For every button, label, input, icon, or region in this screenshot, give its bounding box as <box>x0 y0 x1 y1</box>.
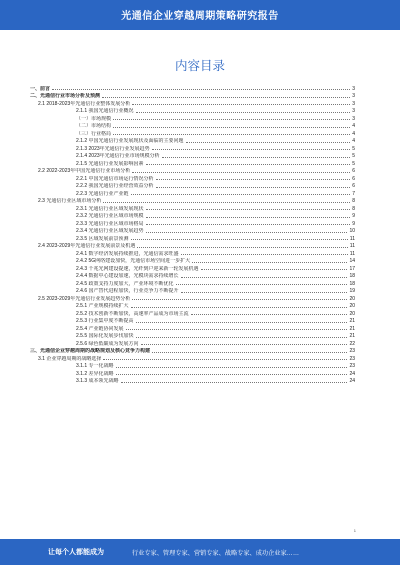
toc-entry-page: 9 <box>352 213 355 219</box>
toc-entry[interactable] <box>30 264 355 272</box>
dot-leader <box>136 112 351 113</box>
dot-leader <box>176 284 348 285</box>
toc-entry[interactable] <box>30 174 355 182</box>
toc-entry-label: 3.1.2 差异化战略 <box>76 370 114 377</box>
toc-entry-label: 2.3 光通信行业区域市场分析 <box>38 198 102 204</box>
dot-leader <box>181 292 348 293</box>
toc-entry-page: 10 <box>349 228 355 234</box>
toc-entry-page: 5 <box>352 160 355 167</box>
toc-entry[interactable] <box>30 324 355 332</box>
toc-entry-page: 8 <box>352 198 355 204</box>
dot-leader <box>156 179 351 180</box>
dot-leader <box>132 299 347 300</box>
dot-leader <box>141 344 348 345</box>
toc-entry-page: 24 <box>349 378 355 384</box>
dot-leader <box>162 157 351 158</box>
toc-entry-page: 21 <box>349 333 355 339</box>
toc-entry[interactable] <box>30 129 355 137</box>
toc-entry-label: 2.5 2023-2029年光通信行业发展趋势分析 <box>38 295 131 302</box>
toc-entry-page: 4 <box>352 130 355 137</box>
toc-entry-label: 2.4.6 国产替代进程加快，行业竞争力不断提升 <box>76 288 179 294</box>
dot-leader <box>113 134 350 135</box>
toc-entry-page: 6 <box>352 175 355 182</box>
toc-entry[interactable] <box>30 204 355 212</box>
toc-entry[interactable] <box>30 302 355 310</box>
toc-entry-page: 4 <box>352 138 355 144</box>
toc-entry-label: 2.2.3 光通信行业产业链 <box>76 190 129 197</box>
toc-entry-page: 5 <box>352 145 355 152</box>
toc-entry[interactable] <box>30 242 355 250</box>
toc-entry-page: 3 <box>352 100 355 107</box>
toc-entry[interactable] <box>30 369 355 377</box>
dot-leader <box>113 127 350 128</box>
toc-entry[interactable] <box>30 92 355 100</box>
toc-entry-page: 7 <box>352 190 355 197</box>
dot-leader <box>152 352 347 353</box>
toc-entry[interactable] <box>30 287 355 295</box>
toc-entry-page: 11 <box>349 235 355 242</box>
toc-entry-page: 19 <box>349 288 355 294</box>
toc-entry-page: 24 <box>349 370 355 377</box>
toc-entry-page: 5 <box>352 153 355 159</box>
toc-entry-label: 2.4.3 千兆光网建设提速，光纤到户迎来新一轮发展机遇 <box>76 265 199 272</box>
toc-entry[interactable] <box>30 167 355 175</box>
toc-entry[interactable] <box>30 122 355 130</box>
table-of-contents <box>30 84 355 384</box>
toc-entry-page: 3 <box>352 108 355 114</box>
bottom-banner <box>0 539 400 565</box>
toc-entry-label: 2.1 2018-2023年光通信行业整体发展分析 <box>38 100 131 107</box>
toc-entry-page: 4 <box>352 123 355 129</box>
toc-entry[interactable] <box>30 144 355 152</box>
toc-entry[interactable] <box>30 249 355 257</box>
toc-entry[interactable] <box>30 332 355 340</box>
dot-leader <box>131 239 348 240</box>
toc-entry-page: 21 <box>349 318 355 324</box>
toc-entry[interactable] <box>30 234 355 242</box>
toc-entry-label: 2.5.1 产业规模持续扩大 <box>76 303 129 309</box>
toc-entry[interactable] <box>30 99 355 107</box>
dot-leader <box>113 119 350 120</box>
dot-leader <box>103 202 350 203</box>
toc-entry-label: 2.1.1 我国光通信行业概况 <box>76 108 134 114</box>
toc-entry-label: 3.1.3 成本领先战略 <box>76 378 119 384</box>
toc-entry-label: 2.1.3 2023年光通信行业发展趋势 <box>76 145 150 152</box>
toc-heading: 内容目录 <box>174 59 225 73</box>
toc-entry-label: 二、光通信行业市场分析及预测 <box>30 93 101 99</box>
top-banner <box>0 0 400 30</box>
dot-leader <box>201 269 348 270</box>
toc-entry[interactable] <box>30 354 355 362</box>
toc-entry[interactable] <box>30 182 355 190</box>
toc-entry-label: 2.2.1 中国光通信市场运行情况分析 <box>76 175 154 182</box>
dot-leader <box>146 217 351 218</box>
toc-entry-label: 2.1.5 光通信行业发展影响因素 <box>76 160 144 167</box>
toc-entry[interactable] <box>30 137 355 145</box>
page-number: 1 <box>353 528 356 533</box>
toc-entry-page: 3 <box>352 93 355 99</box>
dot-leader <box>116 374 348 375</box>
toc-entry-page: 8 <box>352 205 355 212</box>
toc-entry-label: 2.3.3 光通信行业区域市场格局 <box>76 220 144 227</box>
toc-entry-page: 20 <box>349 310 355 317</box>
dot-leader <box>121 382 348 383</box>
toc-entry-label: （二）市场结构 <box>76 123 112 129</box>
toc-entry-page: 20 <box>349 303 355 309</box>
toc-entry[interactable] <box>30 257 355 265</box>
toc-entry-label: 2.5.4 产业链协同发展 <box>76 325 124 332</box>
toc-entry[interactable] <box>30 227 355 235</box>
dot-leader <box>126 329 348 330</box>
toc-entry-page: 11 <box>349 243 355 249</box>
toc-entry-label: 三、光通信企业穿越周期的战略规划及核心竞争力构建 <box>30 348 151 354</box>
dot-leader <box>191 314 348 315</box>
toc-entry-label: 2.4.5 政策支持力度加大，产业环境不断优化 <box>76 280 174 287</box>
toc-entry[interactable] <box>30 107 355 115</box>
toc-entry[interactable] <box>30 212 355 220</box>
toc-entry-label: 2.4.2 5G网络建设加快，光通信市场空间进一步扩大 <box>76 258 191 264</box>
toc-entry-label: 2.4.4 数据中心建设加速，光模块需求持续增长 <box>76 273 179 279</box>
toc-entry-page: 9 <box>352 220 355 227</box>
toc-entry[interactable] <box>30 84 355 92</box>
toc-entry-page: 14 <box>349 258 355 264</box>
dot-leader <box>131 194 351 195</box>
toc-entry-label: 2.3.2 光通信行业区域市场规模 <box>76 213 144 219</box>
toc-entry-label: 一、前言 <box>30 85 51 92</box>
toc-entry-page: 23 <box>349 363 355 369</box>
toc-entry-page: 6 <box>352 183 355 189</box>
toc-entry-label: 2.1.4 2023年光通信行业市场规模分析 <box>76 153 160 159</box>
toc-entry-label: 3.1.1 专一化战略 <box>76 363 114 369</box>
dot-leader <box>131 307 348 308</box>
dot-leader <box>136 337 348 338</box>
toc-entry-label: （三）行业格局 <box>76 130 112 137</box>
dot-leader <box>116 367 348 368</box>
toc-entry[interactable] <box>30 347 355 355</box>
toc-entry-label: 2.5.3 行业集中度不断提高 <box>76 318 134 324</box>
toc-entry[interactable] <box>30 197 355 205</box>
dot-leader <box>102 97 350 98</box>
toc-entry-label: （一）市场规模 <box>76 115 112 122</box>
toc-entry[interactable] <box>30 189 355 197</box>
toc-entry[interactable] <box>30 152 355 160</box>
toc-entry-page: 6 <box>352 168 355 174</box>
toc-entry-page: 21 <box>349 325 355 332</box>
dot-leader <box>181 254 348 255</box>
toc-entry[interactable] <box>30 159 355 167</box>
toc-entry-page: 23 <box>349 355 355 362</box>
toc-entry-label: 2.4.1 数字经济发展持续推进，光通信需求旺盛 <box>76 250 179 257</box>
toc-entry-page: 18 <box>349 273 355 279</box>
toc-entry[interactable] <box>30 362 355 370</box>
dot-leader <box>156 187 351 188</box>
toc-entry[interactable] <box>30 317 355 325</box>
dot-leader <box>103 359 347 360</box>
toc-entry[interactable] <box>30 294 355 302</box>
toc-entry-label: 2.2.2 我国光通信行业经营效益分析 <box>76 183 154 189</box>
toc-entry-page: 3 <box>352 115 355 122</box>
toc-entry-page: 20 <box>349 295 355 302</box>
toc-entry-label: 2.5.5 国际化发展步伐加快 <box>76 333 134 339</box>
toc-entry[interactable] <box>30 377 355 385</box>
toc-entry-label: 2.4 2023-2029年光通信行业发展前景及机遇 <box>38 243 136 249</box>
toc-entry[interactable] <box>30 279 355 287</box>
toc-entry[interactable] <box>30 339 355 347</box>
report-title: 光通信企业穿越周期策略研究报告 <box>121 11 279 22</box>
toc-entry-label: 2.1.2 中国光通信行业发展现状及面临的主要问题 <box>76 138 184 144</box>
toc-entry-label: 2.5.6 绿色低碳成为发展方向 <box>76 340 139 347</box>
toc-entry-page: 18 <box>349 280 355 287</box>
dot-leader <box>146 164 351 165</box>
dot-leader <box>136 322 348 323</box>
toc-entry-page: 17 <box>349 265 355 272</box>
dot-leader <box>146 209 351 210</box>
dot-leader <box>186 142 351 143</box>
dot-leader <box>146 224 351 225</box>
toc-entry-page: 11 <box>349 250 355 257</box>
dot-leader <box>192 262 347 263</box>
toc-entry-page: 23 <box>349 348 355 354</box>
dot-leader <box>181 277 348 278</box>
toc-entry-label: 2.5.2 技术创新不断加快，高速率产品成为市场主流 <box>76 310 189 317</box>
dot-leader <box>132 104 350 105</box>
toc-entry-label: 2.3.1 光通信行业区域发展现状 <box>76 205 144 212</box>
toc-entry-label: 2.2 2022-2023年中国光通信行业市场分析 <box>38 168 131 174</box>
toc-entry-page: 22 <box>349 340 355 347</box>
toc-entry[interactable] <box>30 272 355 280</box>
footer-slogan: 让每个人都能成为 <box>48 549 104 556</box>
dot-leader <box>132 172 350 173</box>
dot-leader <box>146 232 348 233</box>
toc-entry-label: 2.3.5 区域发展前景预测 <box>76 235 129 242</box>
dot-leader <box>137 247 348 248</box>
toc-entry[interactable] <box>30 219 355 227</box>
dot-leader <box>152 149 351 150</box>
footer-roles: 行业专家、管理专家、营销专家、战略专家、成功企业家…… <box>132 550 300 557</box>
toc-entry[interactable] <box>30 114 355 122</box>
toc-entry-page: 3 <box>352 85 355 92</box>
toc-entry-label: 3.1 企业穿越周期的战略选择 <box>38 355 102 362</box>
toc-entry-label: 2.3.4 光通信行业区域发展趋势 <box>76 228 144 234</box>
dot-leader <box>52 89 350 90</box>
toc-entry[interactable] <box>30 309 355 317</box>
